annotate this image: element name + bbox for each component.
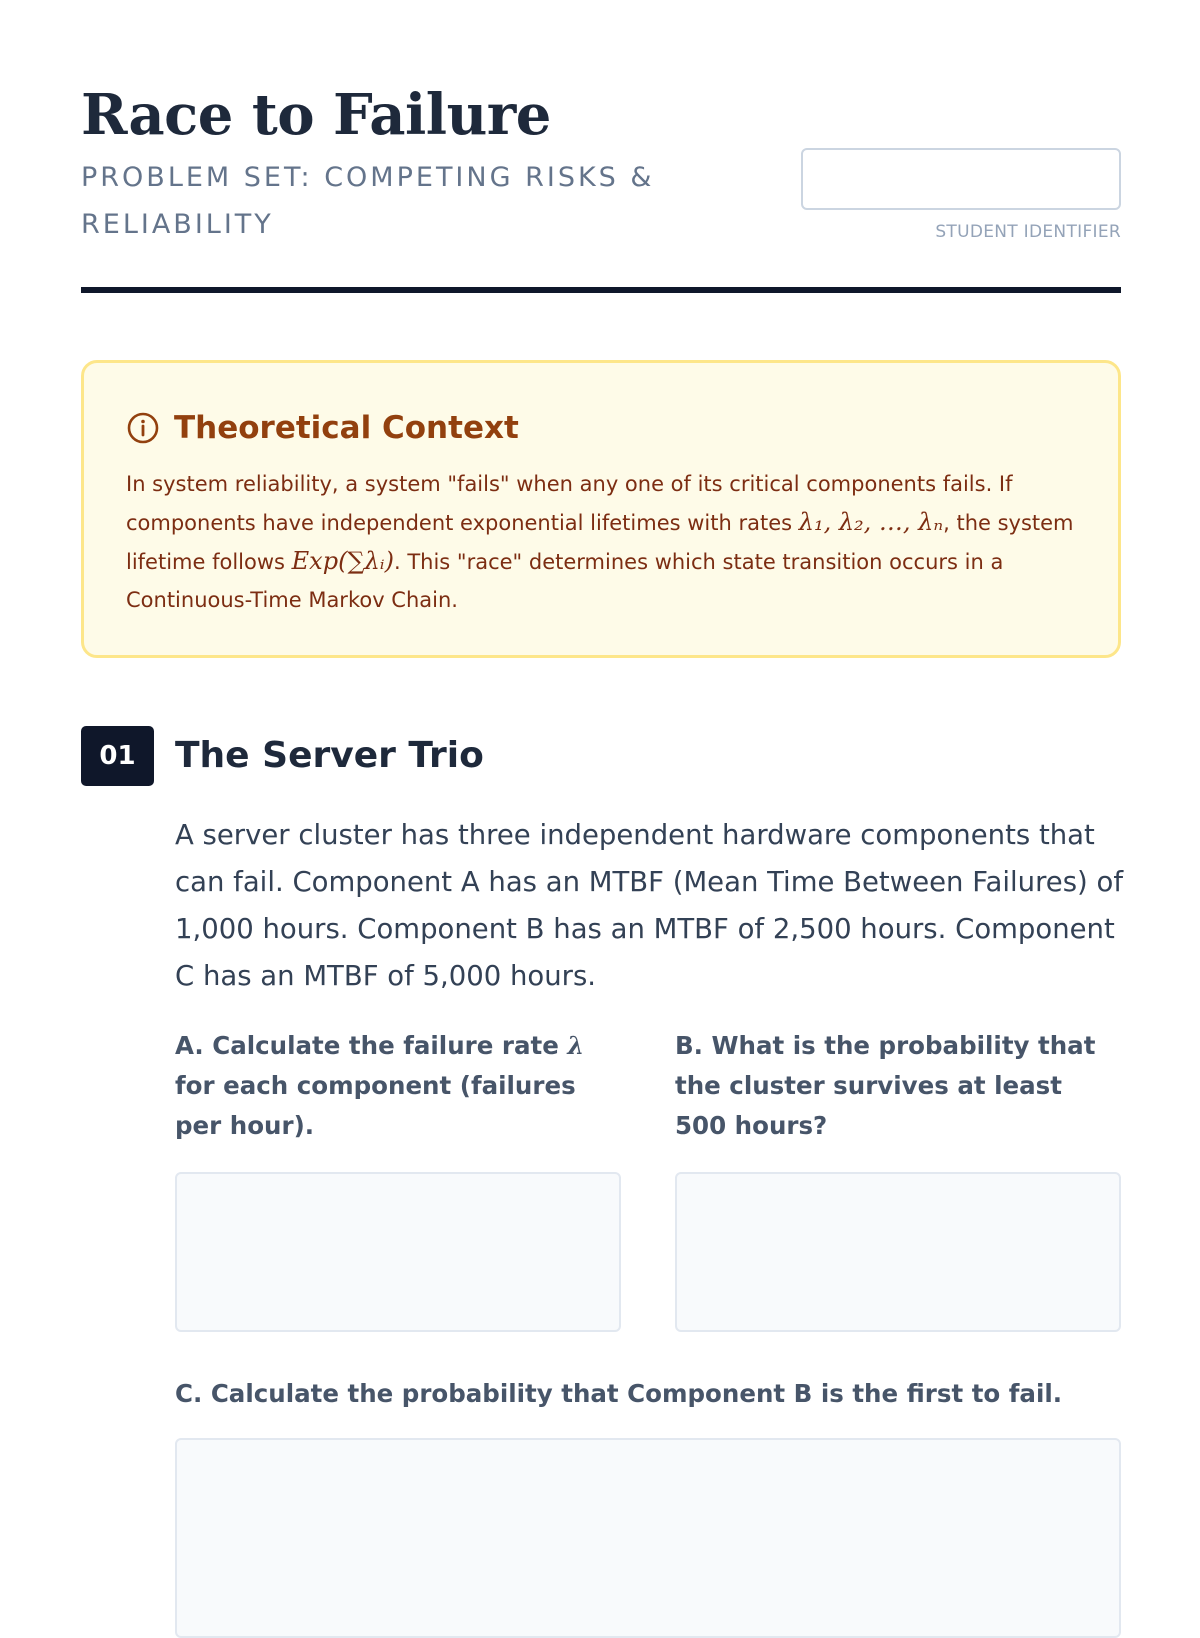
callout-text-1: In system reliability, a system "fails" when any one of its critical components fails. If components have independent exponential lifetimes with rates [126, 472, 1013, 535]
answer-b-field[interactable] [675, 1172, 1121, 1332]
header-divider [81, 287, 1121, 293]
callout-text-2: , the system lifetime follows [126, 511, 1074, 574]
page-subtitle: PROBLEM SET: COMPETING RISKS & RELIABILITY [81, 162, 655, 240]
problem-number-badge: 01 [81, 726, 154, 786]
exp-formula: Exp(∑λᵢ) [291, 547, 394, 575]
info-icon [126, 411, 160, 445]
problem-statement: A server cluster has three independent hardware components that can fail. Component A has an MTBF (Mean Time Between Failures) of 1,000 hours. Component B has an MTBF of 2,500 hours. Component C has an MTBF of 5,000 hours. [175, 819, 1123, 992]
question-a-text-2: for each component (failures per hour). [175, 1071, 576, 1140]
callout-header [126, 401, 1076, 455]
worksheet-page [81, 0, 1123, 1408]
question-b-label: B. What is the probability that the cluster survives at least 500 hours? [675, 1031, 1096, 1140]
page-title: Race to Failure [81, 82, 551, 148]
answer-a-field[interactable] [175, 1172, 621, 1332]
page-header [81, 0, 1121, 294]
student-identifier-input[interactable] [801, 148, 1121, 210]
question-a-label [175, 1026, 615, 1146]
theoretical-context-callout [81, 360, 1121, 658]
question-a-text-1: A. Calculate the failure rate [175, 1031, 568, 1060]
callout-title: Theoretical Context [174, 410, 519, 446]
question-c-label: C. Calculate the probability that Component B is the first to fail. [175, 1379, 1063, 1408]
lambda-symbol: λ [567, 1031, 585, 1060]
problem-title: The Server Trio [175, 735, 484, 776]
rates-formula: λ₁, λ₂, …, λₙ [798, 508, 944, 536]
callout-text-3: . This "race" determines which state transition occurs in a Continuous-Time Markov Chain. [126, 550, 1004, 612]
answer-c-field[interactable] [175, 1438, 1121, 1638]
student-identifier-label: STUDENT IDENTIFIER [935, 222, 1121, 242]
callout-body [126, 465, 1076, 619]
